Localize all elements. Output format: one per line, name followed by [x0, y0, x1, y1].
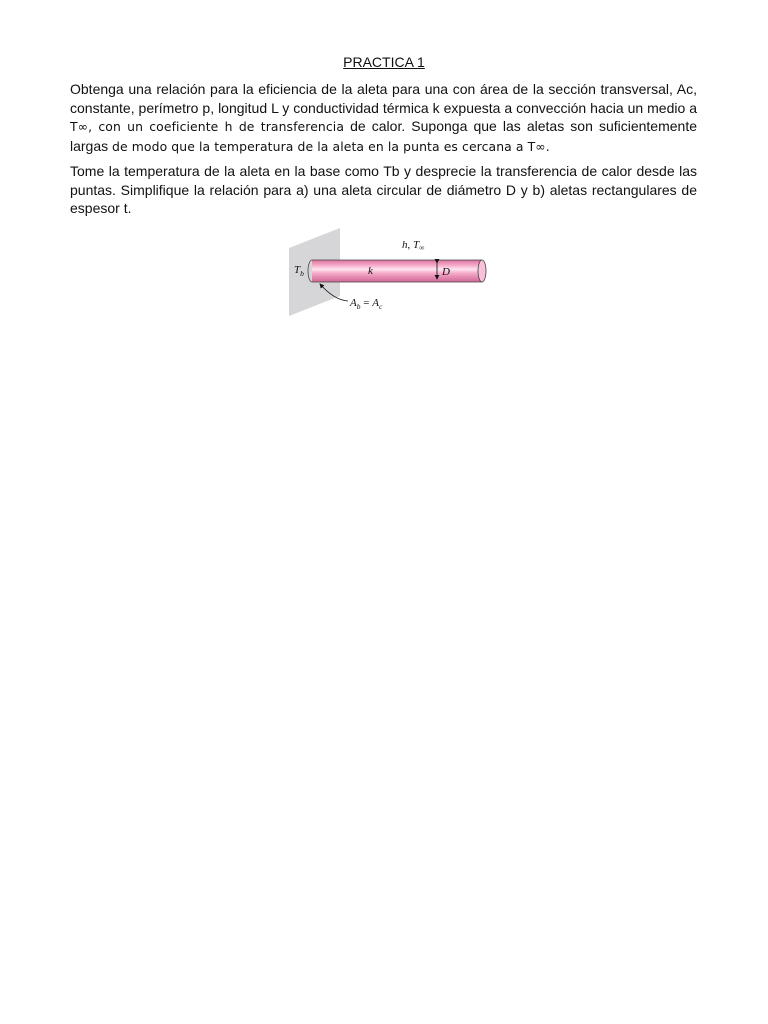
paragraph1-part1: Obtenga una relación para la eficiencia de la aleta para una con área de la sección transversal, Ac, constante, perímetro p, longitud L y conductividad térmica k expuesta a convección hacia un medio a: [70, 81, 697, 116]
document-title: [0, 54, 768, 70]
label-tb: $T_b$: [294, 264, 304, 278]
paragraph1-part4: de modo que la temperatura de la aleta en la punta es cercana a T∞.: [112, 138, 550, 154]
paragraph-problem-statement: [70, 80, 697, 156]
title-text: PRACTICA 1: [343, 54, 425, 70]
cylindrical-fin: [308, 260, 486, 282]
fin-diagram: [282, 226, 502, 318]
paragraph-instructions: Tome la temperatura de la aleta en la base como Tb y desprecie la transferencia de calor desde las puntas. Simplifique la relación para a) una aleta circular de diámetro D y b) aletas rectangulares de espesor t.: [70, 163, 697, 216]
label-k: k: [368, 265, 373, 277]
label-ab-ac: $A_b = A_c$: [350, 297, 383, 311]
label-d: D: [442, 266, 450, 278]
paragraph1-part3: de calor. Suponga que las aletas son suficientemente largas: [70, 118, 698, 154]
paragraph1-part2: T∞, con un coeficiente h de transferencia: [70, 119, 345, 134]
label-h-tinf: h, T∞: [402, 239, 425, 252]
